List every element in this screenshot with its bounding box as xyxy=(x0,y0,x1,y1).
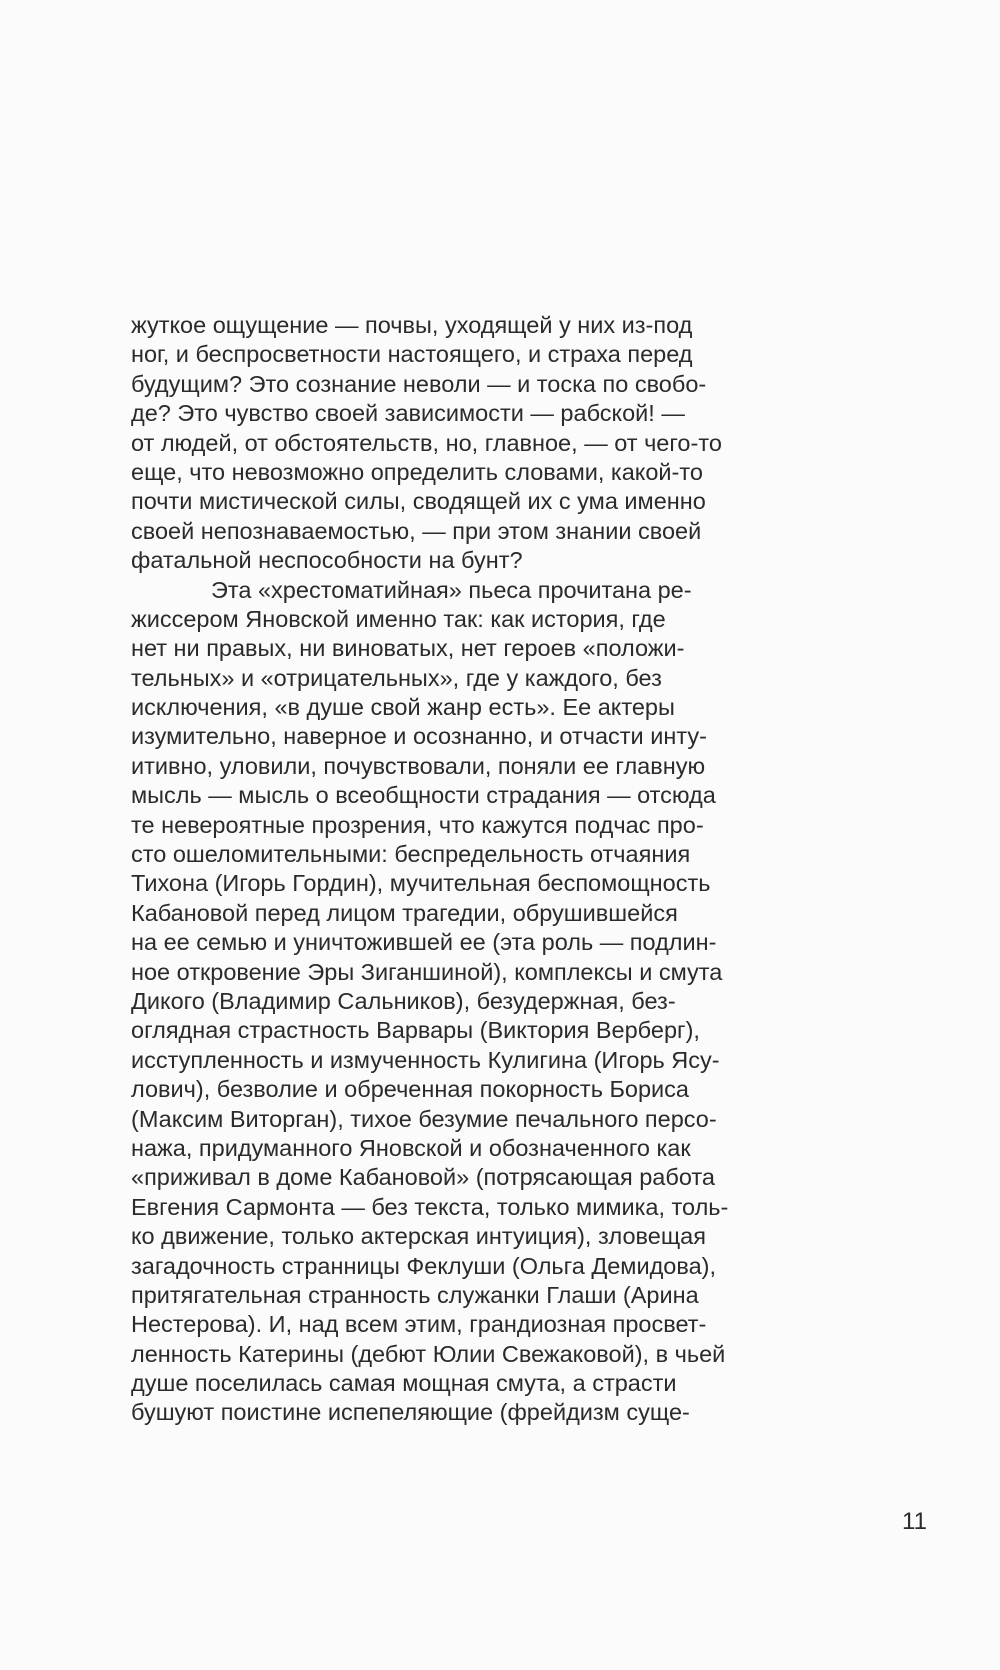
text-line: ленность Катерины (дебют Юлии Свежаковой), в чьей xyxy=(131,1340,726,1367)
text-line: загадочность странницы Феклуши (Ольга Демидова), xyxy=(131,1252,717,1279)
text-line: изумительно, наверное и осознанно, и отчасти инту- xyxy=(131,723,707,750)
text-line: сто ошеломительными: беспредельность отчаяния xyxy=(131,841,691,868)
text-line: исступленность и измученность Кулигина (Игорь Ясу- xyxy=(131,1046,720,1073)
text-line: ное откровение Эры Зиганшиной), комплексы и смута xyxy=(131,958,723,985)
text-line: де? Это чувство своей зависимости — рабской! — xyxy=(131,400,685,427)
body-text xyxy=(131,311,811,1428)
text-line: почти мистической силы, сводящей их с ума именно xyxy=(131,488,706,515)
text-line: «приживал в доме Кабановой» (потрясающая работа xyxy=(131,1164,715,1191)
text-line: жиссером Яновской именно так: как история, где xyxy=(131,605,666,632)
text-line: (Максим Виторган), тихое безумие печального персо- xyxy=(131,1105,717,1132)
text-line: на ее семью и уничтожившей ее (эта роль — подлин- xyxy=(131,929,717,956)
text-line: бушуют поистине испепеляющие (фрейдизм суще- xyxy=(131,1399,690,1426)
text-line: нет ни правых, ни виноватых, нет героев «положи- xyxy=(131,635,685,662)
text-line: итивно, уловили, почувствовали, поняли ее главную xyxy=(131,752,706,779)
text-line: лович), безволие и обреченная покорность Бориса xyxy=(131,1076,689,1103)
text-line: фатальной неспособности на бунт? xyxy=(131,547,523,574)
text-line: оглядная страстность Варвары (Виктория Верберг), xyxy=(131,1017,700,1044)
text-line: исключения, «в душе свой жанр есть». Ее актеры xyxy=(131,694,675,721)
text-line: будущим? Это сознание неволи — и тоска по свобо- xyxy=(131,370,707,397)
page-number: 11 xyxy=(902,1508,927,1535)
text-line: мысль — мысль о всеобщности страдания — отсюда xyxy=(131,782,716,809)
text-line: душе поселилась самая мощная смута, а страсти xyxy=(131,1370,677,1397)
text-line: притягательная странность служанки Глаши (Арина xyxy=(131,1281,699,1308)
text-line: тельных» и «отрицательных», где у каждого, без xyxy=(131,664,662,691)
text-line: Нестерова). И, над всем этим, грандиозная просвет- xyxy=(131,1311,707,1338)
text-line: еще, что невозможно определить словами, какой-то xyxy=(131,458,703,485)
text-line: те невероятные прозрения, что кажутся подчас про- xyxy=(131,811,704,838)
text-line: своей непознаваемостью, — при этом знании своей xyxy=(131,517,702,544)
text-line: ко движение, только актерская интуиция), зловещая xyxy=(131,1223,706,1250)
text-line: Дикого (Владимир Сальников), безудержная, без- xyxy=(131,987,676,1014)
text-line: жуткое ощущение — почвы, уходящей у них из-под xyxy=(131,312,693,338)
text-line: Евгения Сармонта — без текста, только мимика, толь- xyxy=(131,1193,729,1220)
text-line: Тихона (Игорь Гордин), мучительная беспомощность xyxy=(131,870,711,897)
text-line: нажа, придуманного Яновской и обозначенного как xyxy=(131,1134,691,1161)
paragraph-first-line: Эта «хрестоматийная» пьеса прочитана ре- xyxy=(211,576,692,603)
text-line: от людей, от обстоятельств, но, главное, — от чего-то xyxy=(131,429,722,456)
text-line: ног, и беспросветности настоящего, и страха перед xyxy=(131,341,693,368)
text-line: Кабановой перед лицом трагедии, обрушившейся xyxy=(131,899,678,926)
